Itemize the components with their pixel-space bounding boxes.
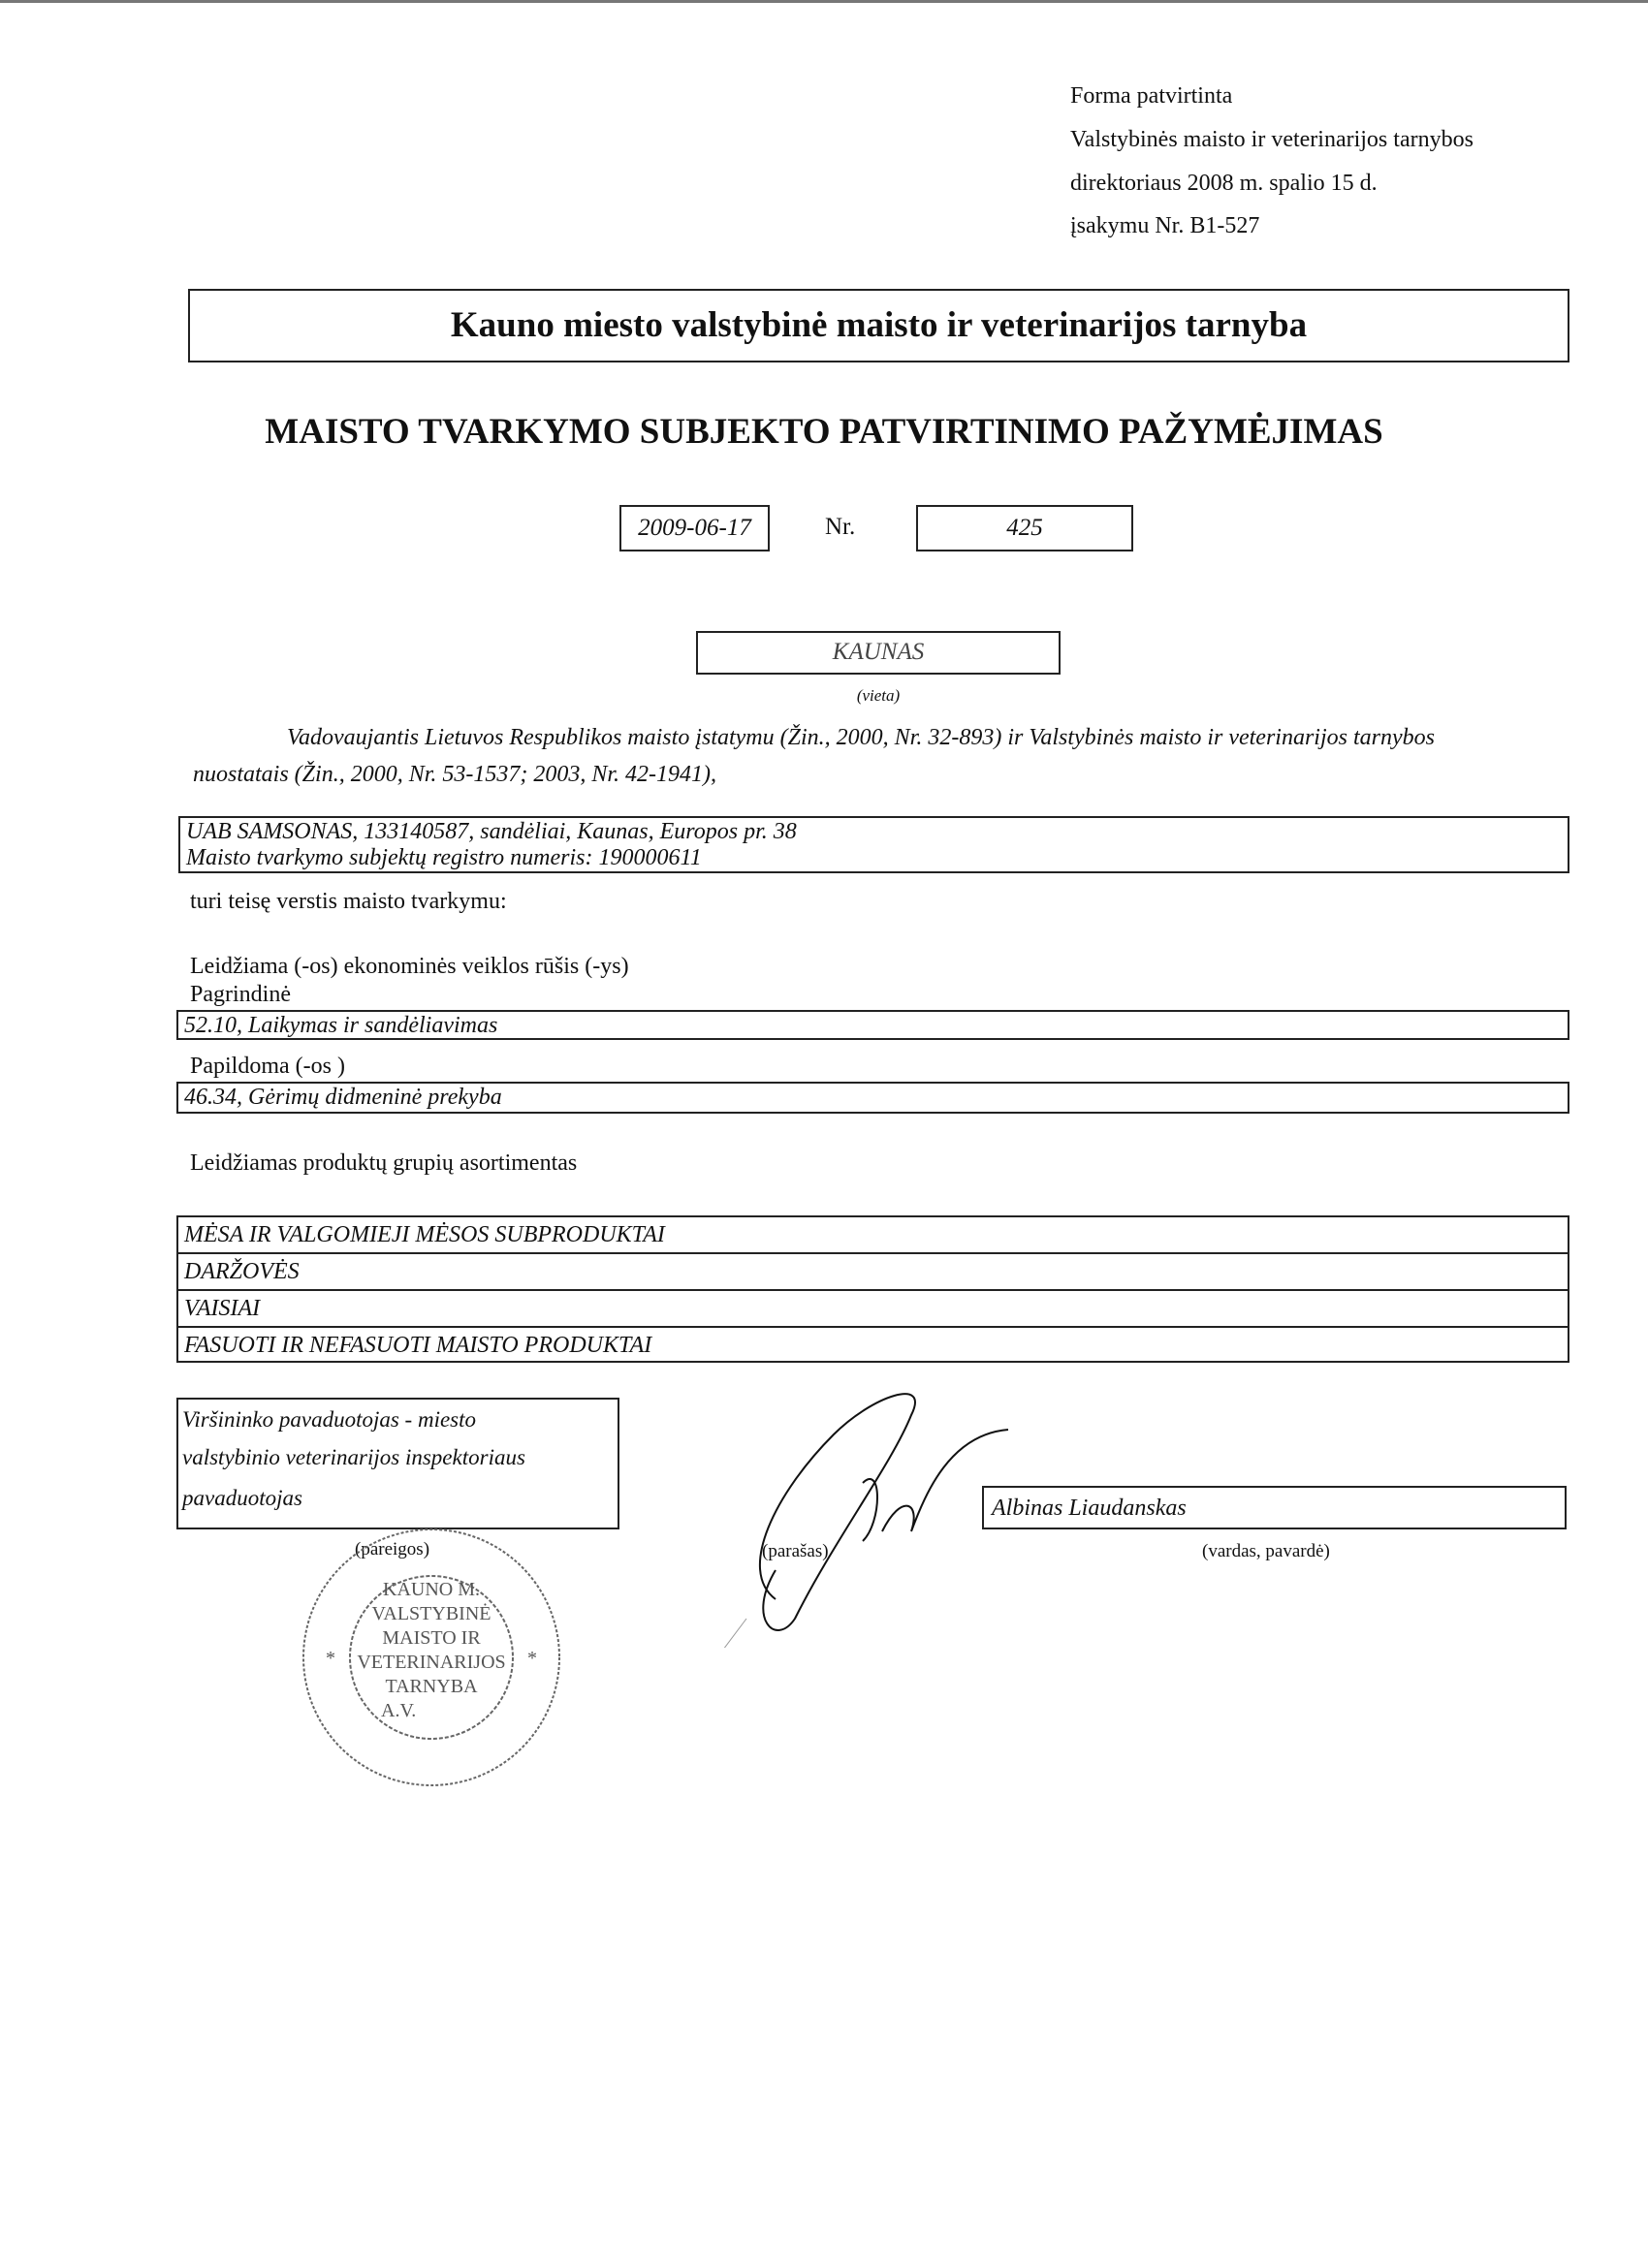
subject-box [178,816,1569,873]
number-value: 425 [1006,515,1043,541]
extra-activity-box [176,1082,1569,1114]
date-value: 2009-06-17 [638,515,751,541]
signature-caption: (parašas) [762,1541,829,1561]
svg-text:*: * [527,1648,537,1669]
stamp-av: A.V. [381,1700,417,1721]
stamp-line: MAISTO IR [382,1627,481,1649]
extra-activity-value: 46.34, Gėrimų didmeninė prekyba [184,1085,502,1110]
stamp-line: VETERINARIJOS [357,1652,506,1673]
rights-text: turi teisę verstis maisto tvarkymu: [190,889,507,914]
product-row: FASUOTI IR NEFASUOTI MAISTO PRODUKTAI [184,1333,652,1358]
position-caption: (pareigos) [355,1539,430,1559]
scan-edge-line [0,0,1648,3]
subject-line-2: Maisto tvarkymo subjektų registro numeris: 190000611 [186,845,702,870]
signer-name-box [982,1486,1567,1529]
preamble-line-1: Vadovaujantis Lietuvos Respublikos maisto įstatymu (Žin., 2000, Nr. 32-893) ir Valstybinės maisto ir veterinarijos tarnybos [287,725,1435,750]
stamp-line: TARNYBA [385,1676,478,1697]
main-activity-label: Pagrindinė [190,982,291,1007]
place-value: KAUNAS [832,639,925,665]
document-title: MAISTO TVARKYMO SUBJEKTO PATVIRTINIMO PAŽYMĖJIMAS [265,412,1383,452]
products-table [176,1215,1569,1363]
svg-text:*: * [326,1648,335,1669]
stamp-inner-text [354,1578,509,1723]
main-activity-value: 52.10, Laikymas ir sandėliavimas [184,1013,498,1038]
preamble-line-2: nuostatais (Žin., 2000, Nr. 53-1537; 2003, Nr. 42-1941), [193,762,717,787]
approval-line-2: Valstybinės maisto ir veterinarijos tarnybos [1070,127,1474,152]
institution-name: Kauno miesto valstybinė maisto ir veterinarijos tarnyba [450,305,1308,345]
place-box [696,631,1061,675]
approval-line-1: Forma patvirtinta [1070,83,1233,109]
number-box [916,505,1133,551]
institution-box [188,289,1569,362]
position-line-1: Viršininko pavaduotojas - miesto [182,1407,477,1432]
main-activity-box [176,1010,1569,1040]
position-line-3: pavaduotojas [182,1486,302,1510]
product-row: VAISIAI [178,1291,1568,1328]
stamp-line: KAUNO M. [383,1579,480,1600]
position-line-2: valstybinio veterinarijos inspektoriaus [182,1445,525,1469]
stamp-line: VALSTYBINĖ [371,1603,491,1624]
products-label: Leidžiamas produktų grupių asortimentas [190,1150,578,1176]
approval-line-4: įsakymu Nr. B1-527 [1070,213,1260,238]
product-row: DARŽOVĖS [178,1254,1568,1291]
product-row: MĖSA IR VALGOMIEJI MĖSOS SUBPRODUKTAI [178,1217,1568,1254]
approval-line-3: direktoriaus 2008 m. spalio 15 d. [1070,171,1378,196]
activities-label: Leidžiama (-os) ekonominės veiklos rūšis (-ys) [190,954,629,979]
signer-name: Albinas Liaudanskas [992,1496,1187,1521]
date-box [619,505,770,551]
subject-line-1: UAB SAMSONAS, 133140587, sandėliai, Kaunas, Europos pr. 38 [186,819,797,844]
position-box [176,1398,619,1529]
name-caption: (vardas, pavardė) [1202,1541,1330,1561]
place-caption: (vieta) [856,686,901,705]
extra-activity-label: Papildoma (-os ) [190,1054,345,1079]
number-label: Nr. [825,514,856,540]
signature-mark [717,1376,1028,1648]
